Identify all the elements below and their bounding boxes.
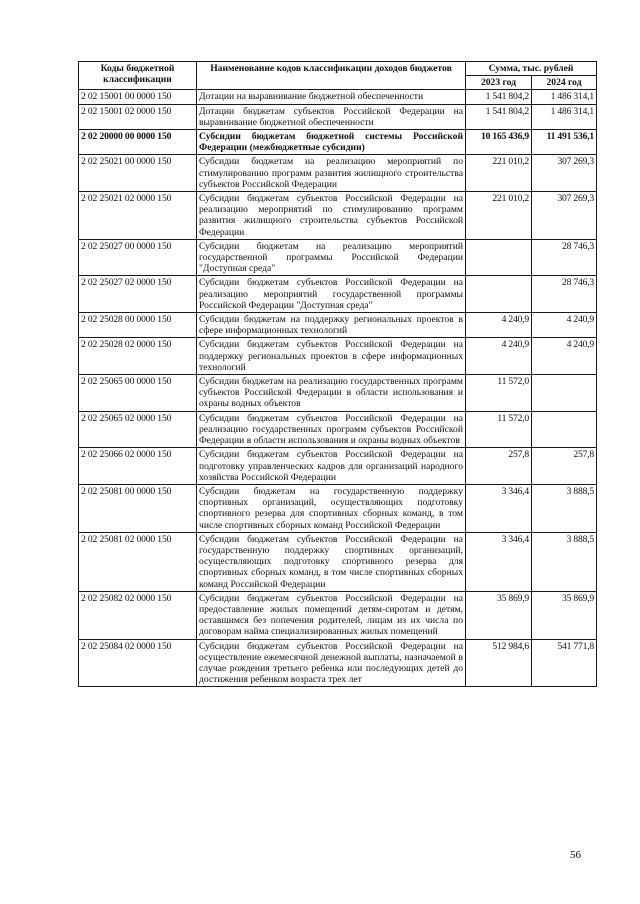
header-year-2023: 2023 год [466, 76, 532, 90]
row-amount-2023: 1 541 804,2 [466, 90, 532, 104]
table-header-row [79, 62, 597, 76]
table-row-total [79, 130, 597, 155]
row-amount-2023 [466, 276, 532, 313]
table-row [79, 448, 597, 485]
row-code: 2 02 25021 00 0000 150 [79, 155, 197, 192]
page-number: 56 [570, 849, 581, 861]
row-name: Субсидии бюджетам субъектов Российской Федерации на государственную поддержку спортивных организаций, осуществляющих подготовку спортивного резерва для спортивных сборных команд, в том числе спортивных сборных команд Российской Федерации [197, 532, 466, 591]
table-row [79, 639, 597, 687]
row-amount-2023: 4 240,9 [466, 313, 532, 338]
row-code: 2 02 15001 02 0000 150 [79, 104, 197, 129]
table-row [79, 411, 597, 448]
row-amount-2024: 307 269,3 [532, 155, 597, 192]
row-code: 2 02 25081 00 0000 150 [79, 484, 197, 532]
row-amount-2024: 28 746,3 [532, 239, 597, 276]
row-amount-2023 [466, 239, 532, 276]
header-name-column: Наименование кодов классификации доходов бюджетов [197, 62, 466, 90]
row-amount-2024: 11 491 536,1 [532, 130, 597, 155]
row-name: Субсидии бюджетам бюджетной системы Российской Федерации (межбюджетные субсидии) [197, 130, 466, 155]
row-amount-2023: 257,8 [466, 448, 532, 485]
row-name: Субсидии бюджетам на поддержку региональных проектов в сфере информационных технологий [197, 313, 466, 338]
row-amount-2023: 35 869,9 [466, 591, 532, 639]
header-year-2024: 2024 год [532, 76, 597, 90]
table-row [79, 313, 597, 338]
row-name: Дотации бюджетам субъектов Российской Федерации на выравнивание бюджетной обеспеченности [197, 104, 466, 129]
row-name: Дотации на выравнивание бюджетной обеспеченности [197, 90, 466, 104]
row-amount-2024: 1 486 314,1 [532, 90, 597, 104]
row-amount-2023: 10 165 436,9 [466, 130, 532, 155]
row-name: Субсидии бюджетам субъектов Российской Федерации на осуществление ежемесячной денежной выплаты, назначаемой в случае рождения третьего ребенка или последующих детей до достижения ребенком возраста трех лет [197, 639, 466, 687]
table-row [79, 239, 597, 276]
budget-revenue-table [78, 61, 597, 687]
row-amount-2023: 1 541 804,2 [466, 104, 532, 129]
row-amount-2024: 541 771,8 [532, 639, 597, 687]
table-row [79, 192, 597, 240]
row-name: Субсидии бюджетам субъектов Российской Федерации на подготовку управленческих кадров для организаций народного хозяйства Российской Федерации [197, 448, 466, 485]
row-name: Субсидии бюджетам субъектов Российской Федерации на реализацию государственных программ субъектов Российской Федерации в области использования и охраны водных объектов [197, 411, 466, 448]
table-row [79, 484, 597, 532]
row-code: 2 02 25028 00 0000 150 [79, 313, 197, 338]
row-code: 2 02 25082 02 0000 150 [79, 591, 197, 639]
row-code: 2 02 25021 02 0000 150 [79, 192, 197, 240]
row-amount-2023: 11 572,0 [466, 375, 532, 412]
row-amount-2023: 3 346,4 [466, 532, 532, 591]
row-amount-2023: 11 572,0 [466, 411, 532, 448]
row-amount-2024: 3 888,5 [532, 484, 597, 532]
row-name: Субсидии бюджетам на реализацию мероприятий по стимулированию программ развития жилищного строительства субъектов Российской Федерации [197, 155, 466, 192]
row-name: Субсидии бюджетам субъектов Российской Федерации на реализацию мероприятий государственной программы Российской Федерации "Доступная среда" [197, 276, 466, 313]
row-name: Субсидии бюджетам субъектов Российской Федерации на реализацию мероприятий по стимулированию программ развития жилищного строительства субъектов Российской Федерации [197, 192, 466, 240]
table-row [79, 90, 597, 104]
row-code: 2 02 15001 00 0000 150 [79, 90, 197, 104]
header-code-column: Коды бюджетной классификации [79, 62, 197, 90]
table-row [79, 155, 597, 192]
row-amount-2023: 3 346,4 [466, 484, 532, 532]
table-row [79, 276, 597, 313]
table-body [79, 90, 597, 687]
row-code: 2 02 25027 00 0000 150 [79, 239, 197, 276]
row-amount-2024: 35 869,9 [532, 591, 597, 639]
row-amount-2024: 4 240,9 [532, 313, 597, 338]
row-code: 2 02 25027 02 0000 150 [79, 276, 197, 313]
row-name: Субсидии бюджетам на государственную поддержку спортивных организаций, осуществляющих подготовку спортивного резерва для спортивных сборных команд, в том числе спортивных сборных команд Российской Федерации [197, 484, 466, 532]
row-amount-2023: 512 984,6 [466, 639, 532, 687]
row-code: 2 02 20000 00 0000 150 [79, 130, 197, 155]
row-amount-2024: 307 269,3 [532, 192, 597, 240]
row-name: Субсидии бюджетам на реализацию государственных программ субъектов Российской Федерации в области использования и охраны водных объектов [197, 375, 466, 412]
table-row [79, 375, 597, 412]
row-amount-2023: 221 010,2 [466, 192, 532, 240]
row-code: 2 02 25066 02 0000 150 [79, 448, 197, 485]
row-amount-2023: 221 010,2 [466, 155, 532, 192]
table-row [79, 532, 597, 591]
row-name: Субсидии бюджетам субъектов Российской Федерации на поддержку региональных проектов в сфере информационных технологий [197, 338, 466, 375]
row-code: 2 02 25065 00 0000 150 [79, 375, 197, 412]
header-sum-column: Сумма, тыс. рублей [466, 62, 597, 76]
row-amount-2024: 1 486 314,1 [532, 104, 597, 129]
row-code: 2 02 25028 02 0000 150 [79, 338, 197, 375]
row-amount-2024: 3 888,5 [532, 532, 597, 591]
row-code: 2 02 25084 02 0000 150 [79, 639, 197, 687]
table-row [79, 104, 597, 129]
table-row [79, 591, 597, 639]
row-code: 2 02 25081 02 0000 150 [79, 532, 197, 591]
row-amount-2024: 28 746,3 [532, 276, 597, 313]
row-amount-2023: 4 240,9 [466, 338, 532, 375]
row-amount-2024 [532, 411, 597, 448]
row-amount-2024: 4 240,9 [532, 338, 597, 375]
row-code: 2 02 25065 02 0000 150 [79, 411, 197, 448]
table-row [79, 338, 597, 375]
row-name: Субсидии бюджетам субъектов Российской Федерации на предоставление жилых помещений детям-сиротам и детям, оставшимся без попечения родителей, лицам из их числа по договорам найма специализированных жилых помещений [197, 591, 466, 639]
row-name: Субсидии бюджетам на реализацию мероприятий государственной программы Российской Федерации "Доступная среда" [197, 239, 466, 276]
row-amount-2024 [532, 375, 597, 412]
row-amount-2024: 257,8 [532, 448, 597, 485]
